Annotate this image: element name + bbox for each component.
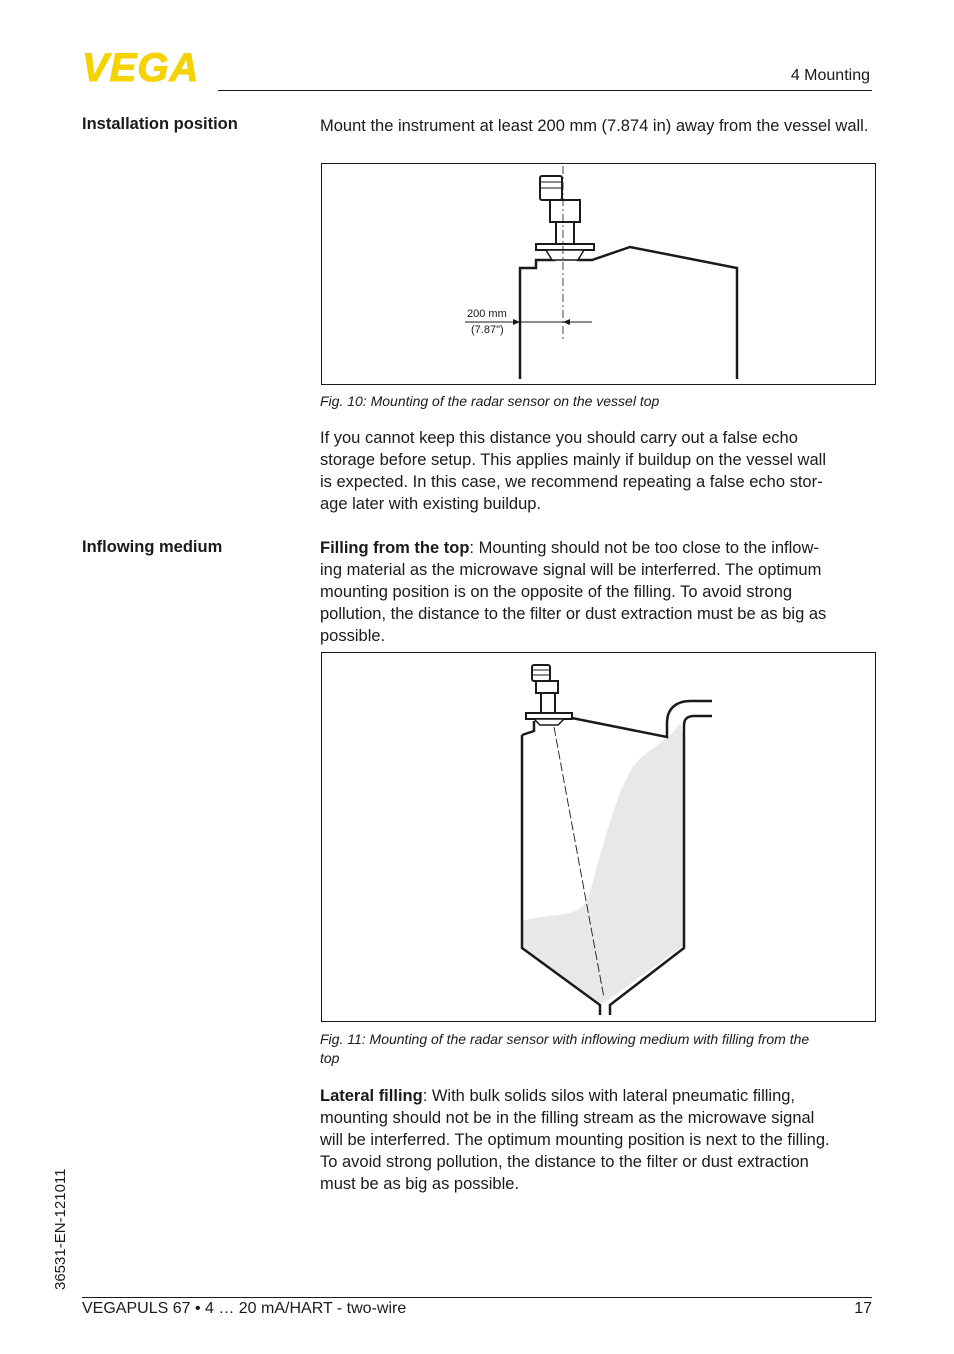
page-number: 17 <box>854 1300 872 1317</box>
filling-from-top-paragraph: Filling from the top: Mounting should not be too close to the inflow- ing material as the microwave signal will be interferred. The optimum mounting position is on the opposite of the filling. To avoid strong pollution, the distance to the filter or dust extraction must be as big as possible. <box>320 539 827 645</box>
vega-logo <box>82 50 212 84</box>
heading-inflowing-medium: Inflowing medium <box>82 538 223 556</box>
figure-11-caption: Fig. 11: Mounting of the radar sensor with inflowing medium with filling from the top <box>320 1031 810 1066</box>
figure-11 <box>321 652 876 1022</box>
document-id: 36531-EN-121011 <box>52 1168 69 1290</box>
figure-10-caption: Fig. 10: Mounting of the radar sensor on the vessel top <box>320 393 660 409</box>
footer-rule <box>82 1297 872 1298</box>
header-rule <box>218 90 872 91</box>
silo-filling-diagram <box>322 653 875 1021</box>
svg-text:VEGA: VEGA <box>82 50 200 84</box>
dimension-label-mm: 200 mm <box>467 308 507 320</box>
dimension-label-in: (7.87") <box>471 324 504 336</box>
footer-product: VEGAPULS 67 • 4 … 20 mA/HART - two-wire <box>82 1300 407 1317</box>
figure-10 <box>321 163 876 385</box>
installation-intro: Mount the instrument at least 200 mm (7.874 in) away from the vessel wall. <box>320 117 869 135</box>
installation-paragraph: If you cannot keep this distance you should carry out a false echo storage before setup. This applies mainly if buildup on the vessel wall is expected. In this case, we recommend repeating a false echo stor- age later with existing buildup. <box>320 429 826 513</box>
vessel-top-diagram <box>322 164 875 384</box>
lateral-filling-paragraph: Lateral filling: With bulk solids silos with lateral pneumatic filling, mounting should not be in the filling stream as the microwave signal will be interferred. The optimum mounting position is next to the filling. To avoid strong pollution, the distance to the filter or dust extraction must be as big as possible. <box>320 1087 830 1193</box>
heading-installation-position: Installation position <box>82 115 238 133</box>
chapter-title: 4 Mounting <box>790 67 870 84</box>
